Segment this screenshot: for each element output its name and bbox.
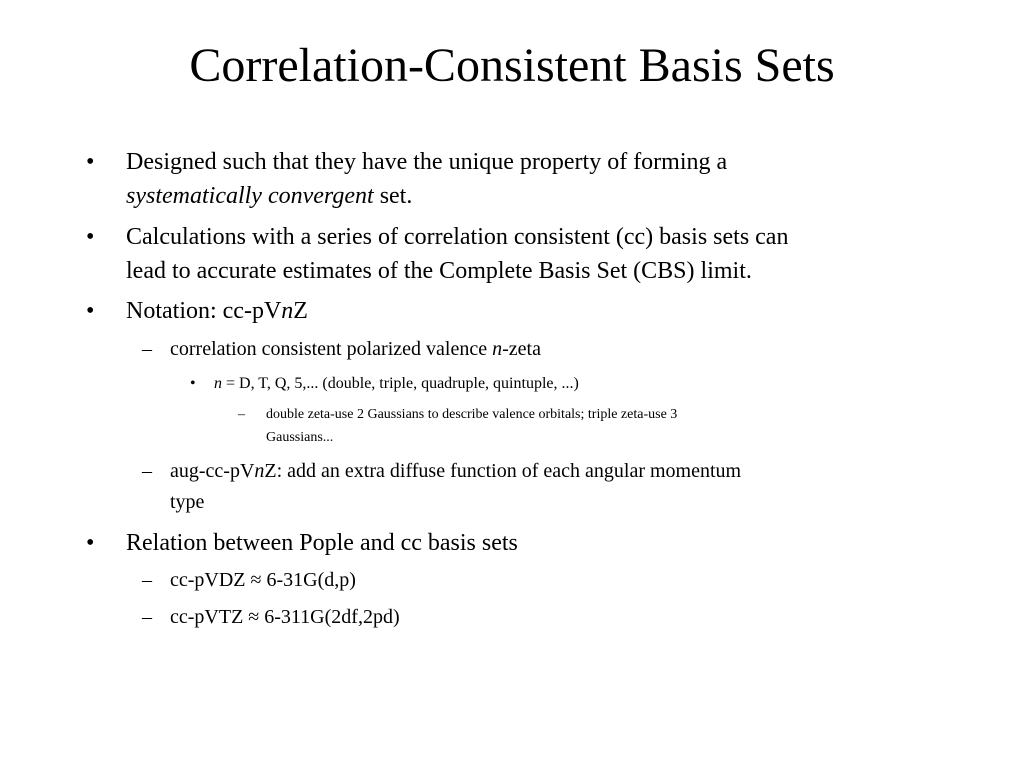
bullet-line-end: set. — [373, 183, 413, 209]
level4-line: Gaussians... — [266, 430, 334, 445]
italic-n: n — [214, 375, 222, 392]
text-part: = D, T, Q, 5,... (double, triple, quadruple, quintuple, ...) — [222, 375, 579, 392]
text-part: Notation: cc-pV — [126, 298, 282, 324]
text-part: Z: add an extra diffuse function of each angular momentum — [264, 460, 742, 482]
bullet-calculations — [86, 220, 926, 288]
italic-n: n — [492, 338, 503, 360]
text-part: type — [170, 491, 205, 513]
subbullet-text: cc-pVDZ ≈ 6-31G(d,p) — [170, 569, 356, 591]
dash-marker: – — [142, 460, 152, 482]
text-part: aug-cc-pV — [170, 460, 255, 482]
subbullet-cc-pvdz — [142, 565, 926, 596]
bullet-marker: • — [86, 224, 95, 250]
text-part: -zeta — [502, 338, 541, 360]
level4-text — [266, 403, 878, 449]
italic-n: n — [254, 460, 265, 482]
bullet-text — [126, 220, 926, 288]
bullet-line: Designed such that they have the unique property of forming a — [126, 149, 728, 175]
dash-marker: – — [142, 569, 152, 591]
subbullet-text: cc-pVTZ ≈ 6-311G(2df,2pd) — [170, 606, 400, 628]
bullet-notation — [86, 294, 926, 328]
bullet-designed — [86, 145, 926, 213]
subbullet-text — [170, 456, 926, 518]
bullet-text — [126, 145, 926, 213]
level4-zeta-description — [238, 403, 878, 449]
bullet-line: lead to accurate estimates of the Complete Basis Set (CBS) limit. — [126, 258, 752, 284]
bullet-marker: • — [86, 149, 95, 175]
bullet-marker: • — [190, 375, 196, 392]
text-part: Z — [293, 298, 308, 324]
subbullet-aug — [142, 456, 926, 518]
bullet-text — [126, 294, 926, 328]
bullet-relation — [86, 526, 926, 560]
bullet-marker: • — [86, 298, 95, 324]
subbullet-correlation — [142, 334, 926, 365]
subbullet-cc-pvtz — [142, 602, 926, 633]
text-part: correlation consistent polarized valence — [170, 338, 493, 360]
dash-marker: – — [142, 338, 152, 360]
emphasis-text: systematically convergent — [126, 183, 374, 209]
level4-line: double zeta-use 2 Gaussians to describe valence orbitals; triple zeta-use 3 — [266, 407, 678, 422]
dash-marker: – — [238, 407, 245, 422]
dash-marker: – — [142, 606, 152, 628]
bullet-marker: • — [86, 530, 95, 556]
subsubbullet-n-values — [190, 373, 890, 395]
italic-n: n — [281, 298, 294, 324]
bullet-line: Calculations with a series of correlation consistent (cc) basis sets can — [126, 224, 789, 250]
subbullet-text — [170, 334, 926, 365]
subsubbullet-text — [214, 373, 890, 395]
slide-title: Correlation-Consistent Basis Sets — [189, 39, 835, 92]
bullet-text: Relation between Pople and cc basis sets — [126, 530, 518, 556]
